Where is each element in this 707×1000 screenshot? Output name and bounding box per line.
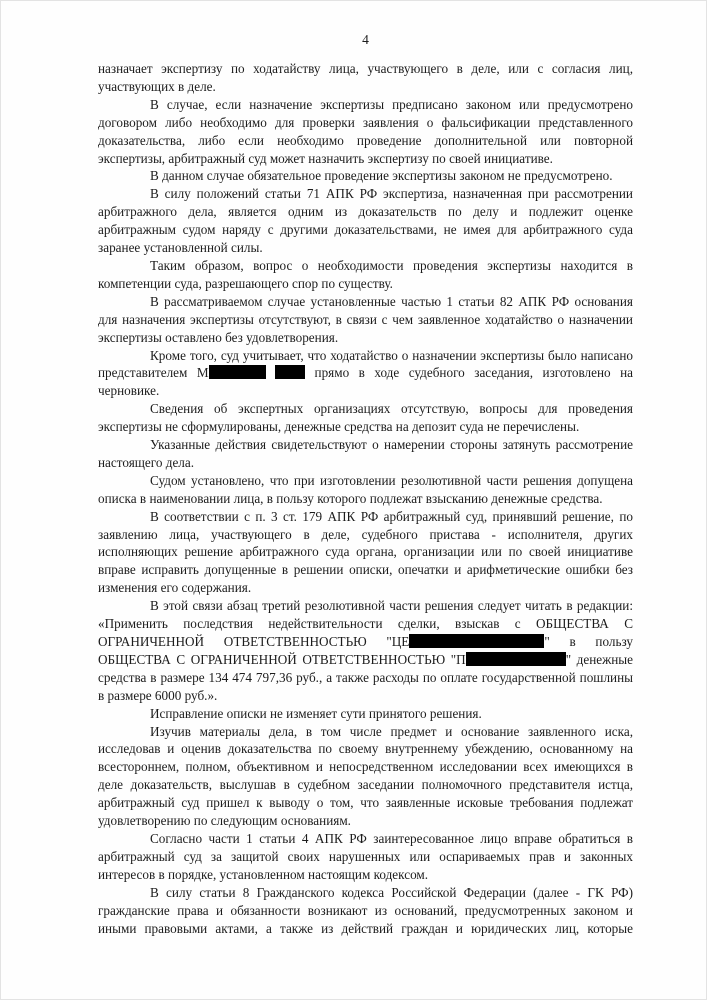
document-body <box>98 60 633 937</box>
paragraph: Кроме того, суд учитывает, что ходатайство о назначении экспертизы было написано представителем М прямо в ходе судебного заседания, изготовлено на черновике. <box>98 347 633 399</box>
paragraph: В силу положений статьи 71 АПК РФ экспертиза, назначенная при рассмотрении арбитражного дела, является одним из доказательств по делу и подлежит оценке арбитражным судом наряду с другими доказательствами, не имея для арбитражного суда заранее установленной силы. <box>98 186 633 256</box>
paragraph: Сведения об экспертных организациях отсутствую, вопросы для проведения экспертизы не сформулированы, денежные средства на депозит суда не перечислены. <box>98 401 633 435</box>
paragraph: Судом установлено, что при изготовлении резолютивной части решения допущена описка в наименовании лица, в пользу которого подлежат взысканию денежные средства. <box>98 472 633 506</box>
paragraph: В случае, если назначение экспертизы предписано законом или предусмотрено договором либо необходимо для проверки заявления о фальсификации представленного доказательства, либо если необходимо проведение дополнительной или повторной экспертизы, арбитражный суд может назначить экспертизу по своей инициативе. <box>98 96 633 166</box>
paragraph: В рассматриваемом случае установленные частью 1 статьи 82 АПК РФ основания для назначения экспертизы отсутствуют, в связи с чем заявленное ходатайство о назначении экспертизы оставлено без удовлетворения. <box>98 293 633 345</box>
redaction-box <box>409 634 544 648</box>
paragraph: Указанные действия свидетельствуют о намерении стороны затянуть рассмотрение настоящего дела. <box>98 437 633 470</box>
paragraph: В силу статьи 8 Гражданского кодекса Российской Федерации (далее - ГК РФ) гражданские права и обязанности возникают из оснований, предусмотренных законом и иными правовыми актами, а также из действий граждан и юридических лиц, которые <box>98 884 633 936</box>
redaction-box <box>209 365 266 379</box>
paragraph: В соответствии с п. 3 ст. 179 АПК РФ арбитражный суд, принявший решение, по заявлению лица, участвующего в деле, судебного пристава - исполнителя, других исполняющих решение арбитражного суда органа, организации или по своей инициативе вправе исправить допущенные в решении описки, опечатки и арифметические ошибки без изменения его содержания. <box>98 508 633 596</box>
paragraph: назначает экспертизу по ходатайству лица, участвующего в деле, или с согласия лиц, участвующих в деле. <box>98 61 633 94</box>
paragraph: Изучив материалы дела, в том числе предмет и основание заявленного иска, исследовав и оценив доказательства по своему внутреннему убеждению, основанному на всестороннем, полном, объективном и непосредственном исследовании всех имеющихся в деле доказательств, выслушав в судебном заседании полномочного представителя истца, арбитражный суд пришел к выводу о том, что заявленные исковые требования подлежат удовлетворению по следующим основаниям. <box>98 723 633 829</box>
paragraph: Согласно части 1 статьи 4 АПК РФ заинтересованное лицо вправе обратиться в арбитражный суд за защитой своих нарушенных или оспариваемых прав и законных интересов в порядке, установленном настоящим кодексом. <box>98 830 633 882</box>
page-number: 4 <box>362 32 369 47</box>
paragraph: В этой связи абзац третий резолютивной части решения следует читать в редакции: «Применить последствия недействительности сделки, взыскав с ОБЩЕСТВА С ОГРАНИЧЕННОЙ ОТВЕТСТВЕННОСТЬЮ "ЦЕ " в пользу ОБЩЕСТВА С ОГРАНИЧЕННОЙ ОТВЕТСТВЕННОСТЬЮ "П " денежные средства в размере 134 474 797,36 руб., а также расходы по оплате государственной пошлины в размере 6000 руб.». <box>98 598 633 703</box>
paragraph: В данном случае обязательное проведение экспертизы законом не предусмотрено. <box>150 168 613 184</box>
paragraph: Таким образом, вопрос о необходимости проведения экспертизы находится в компетенции суда, разрешающего спор по существу. <box>98 257 633 291</box>
paragraph: Исправление описки не изменяет сути принятого решения. <box>150 705 482 721</box>
redaction-box <box>466 652 566 666</box>
redaction-box <box>275 365 305 379</box>
